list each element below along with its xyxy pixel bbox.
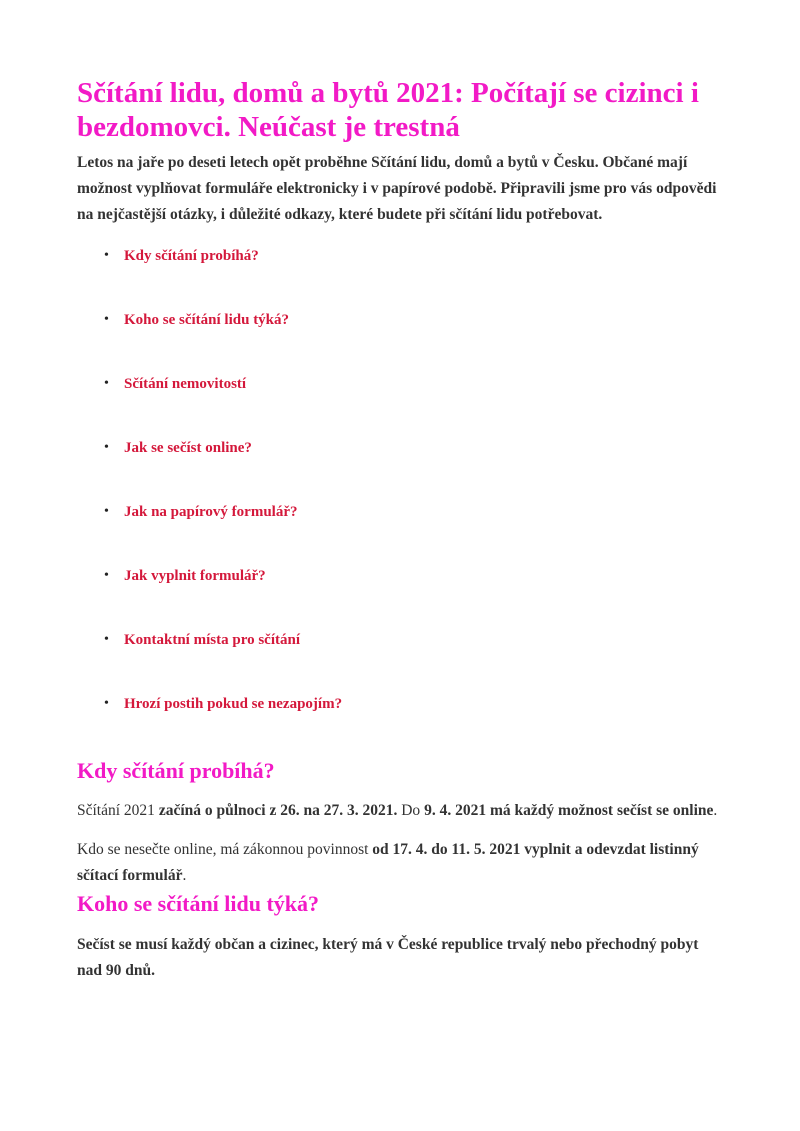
toc-link-who[interactable]: Koho se sčítání lidu týká?: [124, 312, 290, 328]
toc-link-penalty[interactable]: Hrozí postih pokud se nezapojím?: [124, 696, 343, 712]
text-run: Sčítání 2021: [77, 802, 159, 819]
article: [77, 76, 727, 984]
text-run: Do: [397, 802, 425, 819]
toc-link-property[interactable]: Sčítání nemovitostí: [124, 376, 247, 392]
text-run: .: [182, 867, 187, 884]
bullet-icon: •: [104, 568, 109, 583]
toc-item-penalty: [77, 692, 727, 756]
article-title: Sčítání lidu, domů a bytů 2021: Počítají se cizinci i bezdomovci. Neúčast je trestná: [77, 77, 699, 143]
article-lead: Letos na jaře po deseti letech opět proběhne Sčítání lidu, domů a bytů v Česku. Občané mají možnost vyplňovat formuláře elektronicky i v papírové podobě. Připravili jsme pro vás odpovědi na nejčastější otázky, i důležité odkazy, které budete při sčítání lidu potřebovat.: [77, 154, 717, 223]
bullet-icon: •: [104, 440, 109, 455]
bold-run: začíná o půlnoci z 26. na 27. 3. 2021.: [158, 802, 398, 819]
paragraph-start-date: [77, 798, 727, 824]
bold-run: od 17. 4. do 11. 5. 2021 vyplnit a odevzdat listinný sčítací formulář: [77, 841, 699, 884]
toc-item-contacts: [77, 628, 727, 692]
toc-link-contacts[interactable]: Kontaktní místa pro sčítání: [124, 632, 300, 648]
paragraph-who: Sečíst se musí každý občan a cizinec, který má v České republice trvalý nebo přechodný pobyt nad 90 dnů.: [77, 936, 699, 979]
section-heading-when: Kdy sčítání probíhá?: [77, 758, 275, 783]
bullet-icon: •: [104, 248, 109, 263]
toc-item-who: [77, 308, 727, 372]
toc-item-online: [77, 436, 727, 500]
section-heading-who: Koho se sčítání lidu týká?: [77, 891, 320, 916]
text-run: Kdo se nesečte online, má zákonnou povinnost: [77, 841, 373, 858]
bullet-icon: •: [104, 632, 109, 647]
toc-link-online[interactable]: Jak se sečíst online?: [124, 440, 252, 456]
toc-item-property: [77, 372, 727, 436]
toc-link-when[interactable]: Kdy sčítání probíhá?: [124, 248, 259, 264]
text-run: .: [713, 802, 718, 819]
paragraph-paper-deadline: [77, 837, 727, 889]
toc-item-paper: [77, 500, 727, 564]
bullet-icon: •: [104, 504, 109, 519]
table-of-contents: [77, 244, 727, 756]
toc-item-fill: [77, 564, 727, 628]
bold-run: 9. 4. 2021 má každý možnost sečíst se online: [424, 802, 714, 819]
toc-link-paper[interactable]: Jak na papírový formulář?: [124, 504, 298, 520]
bullet-icon: •: [104, 696, 109, 711]
toc-item-when: [77, 244, 727, 308]
bullet-icon: •: [104, 312, 109, 327]
toc-link-fill[interactable]: Jak vyplnit formulář?: [124, 568, 266, 584]
bullet-icon: •: [104, 376, 109, 391]
